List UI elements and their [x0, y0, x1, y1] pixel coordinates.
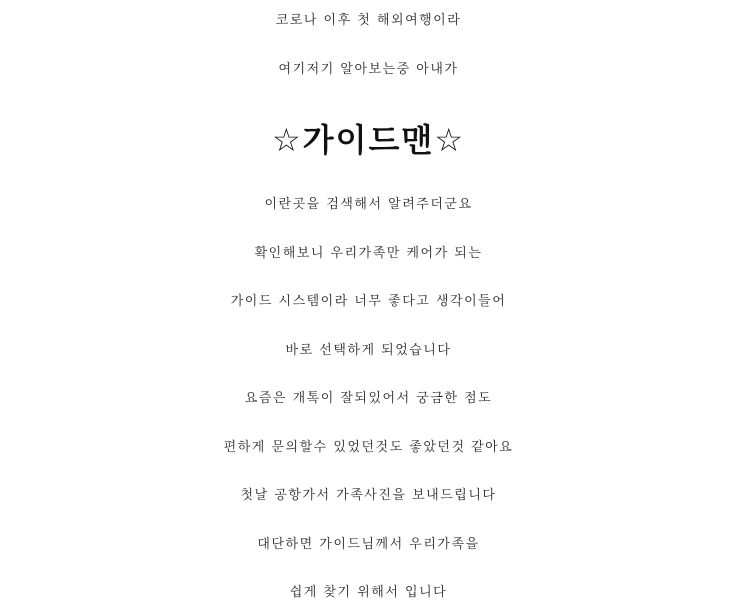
text-line: 바로 선택하게 되었습니다: [285, 343, 452, 358]
text-line: 요즘은 개톡이 잘되있어서 궁금한 점도: [244, 391, 493, 406]
text-line: 첫날 공항가서 가족사진을 보내드립니다: [240, 488, 497, 503]
post-heading: ☆가이드맨☆: [271, 121, 466, 159]
text-line: 이란곳을 검색해서 알려주더군요: [264, 197, 473, 212]
text-line: 여기저기 알아보는중 아내가: [278, 62, 459, 77]
text-line: 편하게 문의할수 있었던것도 좋았던것 같아요: [223, 440, 514, 455]
text-line: 가이드 시스템이라 너무 좋다고 생각이들어: [230, 294, 507, 309]
text-line: 쉽게 찾기 위해서 입니다: [289, 585, 448, 600]
text-line: 확인해보니 우리가족만 케어가 되는: [254, 246, 483, 261]
text-line: 코로나 이후 첫 해외여행이라: [275, 13, 462, 28]
text-line: 대단하면 가이드님께서 우리가족을: [257, 537, 480, 552]
